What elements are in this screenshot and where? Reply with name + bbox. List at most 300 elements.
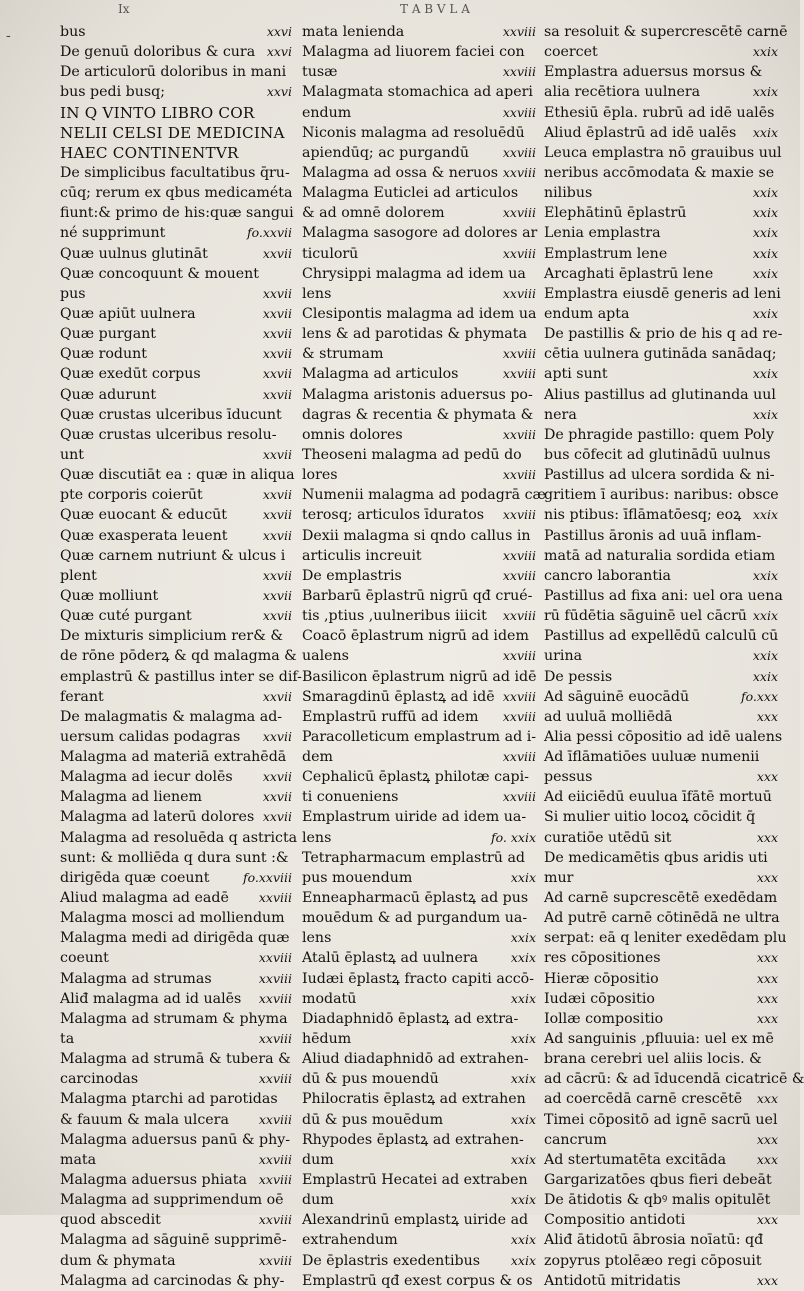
index-entry-line [544, 948, 778, 968]
index-entry-line [60, 445, 292, 465]
entry-text: Aliud malagma ad eadē [60, 890, 229, 907]
index-entry-line [302, 1049, 536, 1069]
index-entry-line [302, 1009, 536, 1029]
index-entry-line [302, 828, 536, 848]
index-entry-line [302, 203, 536, 223]
index-entry-line [302, 1150, 536, 1170]
folio-reference: xxvii [262, 507, 292, 523]
index-entry-line [302, 1110, 536, 1130]
entry-text: mouēdum & ad purgandum ua- [302, 910, 528, 927]
index-entry-line [302, 344, 536, 364]
index-entry-line [302, 123, 536, 143]
entry-text: Arcaghati ēplastrū lene [544, 265, 714, 282]
entry-text: Malagma ad carcinodas & phy- [60, 1272, 285, 1289]
entry-text: dum & phymata [60, 1252, 176, 1269]
folio-reference: xxvii [262, 285, 292, 301]
entry-text: Malagma ad sāguinē supprimē- [60, 1232, 287, 1249]
entry-text: Malagma ad articulos [302, 366, 459, 383]
entry-text: HAEC CONTINENTVR [60, 143, 239, 162]
entry-text: ta [60, 1031, 75, 1048]
entry-text: apiendūq; ac purgandū [302, 144, 470, 161]
entry-text: Smaragdinū ēplastꝝ ad idē [302, 688, 495, 705]
entry-text: omnis dolores [302, 426, 403, 443]
index-entry-line [302, 667, 536, 687]
entry-text: Malagma ad strumā & tubera & [60, 1051, 291, 1068]
entry-text: Iudæi ēplastꝝ fracto capiti accō- [302, 970, 535, 987]
entry-text: Antidotū mitridatis [544, 1272, 681, 1289]
entry-text: Ad īflāmatiōes uuluæ numenii [544, 749, 760, 766]
folio-reference: xxix [752, 245, 778, 261]
entry-text: res cōpositiones [544, 950, 661, 967]
index-entry-line [60, 606, 292, 626]
entry-text: matā ad naturalia sordida etiam [544, 547, 776, 564]
index-entry-line [544, 1230, 778, 1250]
entry-text: Ad putrē carnē cōtinēdā ne ultra [544, 910, 780, 927]
index-entry-line [544, 1110, 778, 1130]
folio-reference: xxx [756, 1212, 778, 1228]
entry-text: Malagma aristonis aduersus po- [302, 386, 533, 403]
entry-text: De ātidotis & qbꝰ malis opitulēt [544, 1192, 771, 1209]
entry-text: Quæ apiūt uulnera [60, 305, 196, 322]
entry-text: Aliud ēplastrū ad idē ualēs [544, 124, 737, 141]
folio-reference: xxviii [502, 245, 536, 261]
entry-text: Si mulier uitio locoꝝ cōcidit q̄ [544, 809, 756, 826]
index-entry-line [544, 828, 778, 848]
entry-text: ti conueniens [302, 789, 399, 806]
entry-text: Quæ adurunt [60, 386, 157, 403]
folio-reference: xxix [752, 608, 778, 624]
entry-text: dū & pus mouēdum [302, 1111, 444, 1128]
entry-text: pte corporis coierūt [60, 487, 203, 504]
index-entry-line [60, 948, 292, 968]
entry-text: De mixturis simplicium rer& & [60, 628, 283, 645]
folio-reference: xxviii [502, 648, 536, 664]
folio-reference: xxviii [502, 567, 536, 583]
entry-text: Numenii malagma ad podagrā cæ [302, 487, 546, 504]
entry-text: ferant [60, 688, 104, 705]
folio-reference: xxvii [262, 366, 292, 382]
entry-text: Gargarizatōes qbus fieri debeāt [544, 1172, 772, 1189]
entry-text: Quæ exasperata leuent [60, 527, 228, 544]
entry-text: Malagma ad materiā extrahēdā [60, 749, 287, 766]
index-entry-line [302, 908, 536, 928]
folio-reference: xxvii [262, 809, 292, 825]
index-entry-line [302, 687, 536, 707]
entry-text: Cephalicū ēplastꝝ philotæ capi- [302, 769, 529, 786]
entry-text: sunt: & molliēda q dura sunt :& [60, 849, 289, 866]
folio-reference: xxviii [258, 1071, 292, 1087]
index-entry-line [544, 807, 778, 827]
index-entry-line [544, 425, 778, 445]
index-entry-line [60, 1069, 292, 1089]
index-entry-line [544, 143, 782, 163]
entry-text: Malagma sasogore ad dolores ar [302, 225, 538, 242]
index-entry-line [544, 82, 778, 102]
index-entry-line [302, 646, 536, 666]
entry-text: Malagma ad laterū dolores [60, 809, 255, 826]
index-entry-line [544, 626, 778, 646]
index-entry-line [302, 62, 536, 82]
entry-text: cancro laborantia [544, 567, 672, 584]
index-entry-line [60, 1110, 292, 1130]
entry-text: zopyrus ptolēæo regi cōposuit [544, 1252, 762, 1269]
folio-reference: xxvii [262, 608, 292, 624]
folio-reference: xxx [756, 1151, 778, 1167]
index-entry-line [60, 425, 292, 445]
index-entry-line [60, 1029, 292, 1049]
folio-reference: xxvi [266, 24, 292, 39]
index-entry-line [302, 807, 536, 827]
index-entry-line [60, 505, 292, 525]
entry-text: lens [302, 829, 332, 846]
folio-reference: xxix [752, 366, 778, 382]
index-entry-line [302, 163, 536, 183]
section-heading-line [60, 143, 292, 163]
index-entry-line [60, 324, 292, 344]
index-entry-line [302, 364, 536, 384]
index-entry-line [60, 526, 292, 546]
entry-text: Clesipontis malagma ad idem ua [302, 305, 537, 322]
index-entry-line [60, 1089, 292, 1109]
entry-text: emplastrū & pastillus inter se dif- [60, 668, 302, 685]
index-entry-line [544, 223, 778, 243]
folio-reference: xxx [756, 829, 778, 845]
index-entry-line [60, 284, 292, 304]
entry-text: Malagmata stomachica ad aperi [302, 84, 533, 101]
entry-text: NELII CELSI DE MEDICINA [60, 123, 285, 142]
entry-text: Malagma ad ossa & neruos [302, 164, 499, 181]
entry-text: hēdum [302, 1031, 352, 1048]
index-entry-line [544, 203, 778, 223]
entry-text: Ad sāguinē euocādū [544, 688, 690, 705]
folio-reference: xxvi [266, 84, 292, 100]
folio-reference: xxvi [266, 44, 292, 60]
index-entry-line [302, 1069, 536, 1089]
entry-text: lens [302, 285, 332, 302]
index-entry-line [544, 62, 778, 82]
folio-reference: xxviii [502, 789, 536, 805]
index-entry-line [302, 103, 536, 123]
entry-text: Quæ crustas ulceribus īducunt [60, 406, 282, 423]
entry-text: extrahendum [302, 1232, 398, 1249]
index-entry-line [544, 707, 778, 727]
entry-text: Quæ crustas ulceribus resolu- [60, 426, 277, 443]
index-entry-line [60, 1230, 292, 1250]
index-entry-line [302, 747, 536, 767]
entry-text: tis ,ptius ,uulneribus iiicit [302, 608, 487, 625]
folio-reference: xxviii [502, 608, 536, 624]
index-entry-line [302, 526, 536, 546]
index-entry-line [544, 465, 778, 485]
index-entry-line [60, 385, 292, 405]
index-entry-line [302, 304, 536, 324]
folio-reference: xxix [510, 1232, 536, 1248]
folio-reference: fo.xxx [740, 688, 778, 704]
index-entry-line [302, 505, 536, 525]
index-entry-line [60, 465, 295, 485]
entry-text: Quæ exedūt corpus [60, 366, 201, 383]
entry-text: De genuū doloribus & cura [60, 44, 256, 61]
entry-text: Malagma Euticlei ad articulos [302, 185, 519, 202]
folio-reference: xxix [752, 44, 778, 60]
index-entry-line [544, 405, 778, 425]
entry-text: gritiem ī auribus: naribus: obsce [544, 487, 779, 504]
index-entry-line [302, 183, 536, 203]
index-entry-line [302, 928, 536, 948]
index-entry-line [302, 1089, 536, 1109]
entry-text: Malagma ad iecur dolēs [60, 769, 233, 786]
entry-text: lens [302, 930, 332, 947]
index-entry-line [60, 163, 292, 183]
entry-text: né supprimunt [60, 225, 166, 242]
entry-text: Timei cōpositō ad ignē sacrū uel [544, 1111, 778, 1128]
index-column-3 [544, 22, 804, 1289]
section-heading-line [60, 123, 292, 143]
section-heading-line [60, 103, 292, 123]
entry-text: tusæ [302, 64, 338, 81]
index-entry-line [60, 1271, 292, 1291]
folio-reference: xxix [752, 406, 778, 422]
folio-reference: xxviii [502, 547, 536, 563]
entry-text: De pessis [544, 668, 613, 685]
entry-text: dum [302, 1151, 334, 1168]
index-entry-line [60, 364, 292, 384]
entry-text: Malagma ptarchi ad parotidas [60, 1091, 278, 1108]
index-entry-line [60, 828, 298, 848]
folio-reference: xxviii [502, 24, 536, 39]
entry-text: Ad sanguinis ,pfluuia: uel ex mē [544, 1031, 774, 1048]
entry-text: nis ptibus: īflāmatōesq; eoꝝ [544, 507, 742, 524]
folio-reference: xxix [510, 1071, 536, 1087]
entry-text: Lenia emplastra [544, 225, 661, 242]
index-entry-line [544, 284, 781, 304]
index-entry-line [60, 244, 292, 264]
folio-reference: xxviii [502, 285, 536, 301]
entry-text: Aliđ malagma ad id ualēs [60, 990, 242, 1007]
index-entry-line [544, 888, 778, 908]
folio-reference: xxviii [258, 1212, 292, 1228]
page-header [0, 0, 800, 20]
entry-text: De articulorū doloribus in mani [60, 64, 287, 81]
entry-text: Emplastrū qđ exest corpus & os [302, 1272, 533, 1289]
folio-reference: xxvii [262, 245, 292, 261]
index-entry-line [544, 485, 778, 505]
index-entry-line [302, 1210, 536, 1230]
index-entry-line [544, 103, 778, 123]
index-entry-line [60, 82, 292, 102]
index-entry-line [60, 586, 292, 606]
index-entry-line [544, 908, 778, 928]
index-entry-line [302, 707, 536, 727]
index-entry-line [544, 123, 778, 143]
entry-text: ad cācrū: & ad īducendā cicatricē & [544, 1071, 804, 1088]
index-entry-line [544, 163, 778, 183]
index-entry-line [544, 1089, 778, 1109]
index-entry-line [544, 42, 778, 62]
folio-reference: xxviii [502, 749, 536, 765]
index-entry-line [544, 868, 778, 888]
folio-reference: xxix [752, 668, 778, 684]
index-entry-line [544, 969, 778, 989]
index-entry-line [302, 566, 536, 586]
folio-reference: xxviii [258, 1252, 292, 1268]
entry-text: Iollæ compositio [544, 1010, 664, 1027]
index-entry-line [60, 1190, 292, 1210]
folio-reference: xxvii [262, 587, 292, 603]
index-entry-line [60, 546, 292, 566]
entry-text: Pastillus ad expellēdū calculū cū [544, 628, 779, 645]
index-entry-line [60, 1170, 292, 1190]
folio-reference: xxx [756, 708, 778, 724]
index-entry-line [60, 646, 297, 666]
index-entry-line [60, 767, 292, 787]
index-entry-line [544, 1271, 778, 1291]
entry-text: terosq; articulos īduratos [302, 507, 485, 524]
index-entry-line [60, 807, 292, 827]
folio-reference: xxviii [502, 426, 536, 442]
folio-reference: xxviii [258, 1031, 292, 1047]
entry-text: dū & pus mouendū [302, 1071, 439, 1088]
folio-reference: xxx [756, 990, 778, 1006]
folio-reference: xxx [756, 1091, 778, 1107]
folio-reference: xxix [752, 507, 778, 523]
index-entry-line [302, 485, 546, 505]
entry-text: carcinodas [60, 1071, 139, 1088]
running-title: T A B V L A [400, 2, 470, 16]
index-entry-line [60, 485, 292, 505]
entry-text: Elephātinū ēplastrū [544, 205, 687, 222]
entry-text: Malagma ad lienem [60, 789, 202, 806]
entry-text: dum [302, 1192, 334, 1209]
folio-reference: xxix [510, 990, 536, 1006]
entry-text: dagras & recentia & phymata & [302, 406, 534, 423]
folio-reference: xxviii [502, 366, 536, 382]
entry-text: serpat: eā q leniter exedēdam plu [544, 930, 787, 947]
entry-text: Malagma aduersus phiata [60, 1172, 247, 1189]
folio-reference: xxvii [262, 527, 292, 543]
entry-text: Aliud diadaphnidō ad extrahen- [302, 1051, 529, 1068]
entry-text: & strumam [302, 346, 384, 363]
index-entry-line [302, 284, 536, 304]
entry-text: mata lenienda [302, 24, 405, 40]
entry-text: ticulorū [302, 245, 359, 262]
entry-text: Emplastra eiusdē generis ad leni [544, 285, 781, 302]
entry-text: De malagmatis & malagma ad- [60, 708, 283, 725]
entry-text: Tetrapharmacum emplastrū ad [302, 849, 525, 866]
entry-text: Emplastrū ruffū ad idem [302, 708, 479, 725]
entry-text: alia recētiora uulnera [544, 84, 701, 101]
folio-reference: xxix [510, 1192, 536, 1208]
folio-reference: xxix [752, 567, 778, 583]
entry-text: mata [60, 1151, 97, 1168]
index-entry-line [302, 223, 536, 243]
entry-text: bus cōfecit ad glutinādū uulnus [544, 446, 771, 463]
folio-reference: xxviii [502, 708, 536, 724]
folio-reference: xxix [510, 930, 536, 946]
index-entry-line [302, 626, 536, 646]
entry-text: Pastillus ad ulcera sordida & ni- [544, 467, 775, 484]
index-entry-line [302, 405, 536, 425]
index-entry-line [302, 989, 536, 1009]
entry-text: Rhypodes ēplastꝝ ad extrahen- [302, 1131, 524, 1148]
folio-reference: xxix [752, 185, 778, 201]
entry-text: Pastillus ad fixa ani: uel ora uena [544, 587, 783, 604]
entry-text: fiunt:& primo de his:quæ sangui [60, 205, 294, 222]
index-entry-line [60, 969, 292, 989]
index-entry-line [60, 928, 292, 948]
entry-text: modatū [302, 990, 357, 1007]
index-entry-line [302, 727, 536, 747]
folio-reference: xxviii [502, 104, 536, 120]
folio-reference: xxviii [502, 688, 536, 704]
index-entry-line [302, 1271, 536, 1291]
entry-text: Quæ carnem nutriunt & ulcus i [60, 547, 286, 564]
folio-reference: xxvii [262, 386, 292, 402]
index-entry-line [544, 364, 778, 384]
entry-text: Hieræ cōpositio [544, 970, 659, 987]
folio-reference: xxix [752, 205, 778, 221]
folio-reference: xxviii [258, 1172, 292, 1188]
index-entry-line [302, 586, 536, 606]
index-entry-line [544, 747, 778, 767]
index-entry-line [60, 848, 292, 868]
entry-text: quod abscedit [60, 1212, 161, 1229]
entry-text: Malagma ad strumam & phyma [60, 1010, 288, 1027]
index-entry-line [544, 324, 783, 344]
folio-reference: xxx [756, 970, 778, 986]
entry-text: mur [544, 869, 574, 886]
index-entry-line [60, 667, 302, 687]
index-entry-line [544, 787, 778, 807]
entry-text: Iudæi cōpositio [544, 990, 655, 1007]
entry-text: Emplastrū Hecatei ad extraben [302, 1172, 528, 1189]
entry-text: Enneapharmacū ēplastꝝ ad pus [302, 890, 529, 907]
index-entry-line [60, 1251, 292, 1271]
entry-text: Quæ concoquunt & mouent [60, 265, 259, 282]
index-entry-line [302, 767, 536, 787]
index-entry-line [60, 1130, 292, 1150]
entry-text: urina [544, 648, 583, 665]
index-entry-line [60, 304, 292, 324]
folio-reference: xxix [510, 1111, 536, 1127]
folio-reference: xxx [756, 869, 778, 885]
index-column-2 [302, 22, 546, 1289]
index-entry-line [544, 687, 778, 707]
entry-text: plent [60, 567, 97, 584]
entry-text: ad coercēdā carnē crescētē [544, 1091, 743, 1108]
entry-text: curatiōe utēdū sit [544, 829, 672, 846]
index-entry-line [302, 143, 536, 163]
entry-text: ad uuluā molliēdā [544, 708, 673, 725]
entry-text: De ēplastris exedentibus [302, 1252, 480, 1269]
index-entry-line [302, 1190, 536, 1210]
entry-text: De medicamētis qbus aridis uti [544, 849, 768, 866]
index-entry-line [60, 62, 292, 82]
index-entry-line [302, 1230, 536, 1250]
index-entry-line [544, 1009, 778, 1029]
index-entry-line [544, 928, 787, 948]
entry-text: Quæ rodunt [60, 346, 147, 363]
margin-mark: - [6, 28, 11, 44]
index-entry-line [60, 989, 292, 1009]
folio-reference: xxvii [262, 789, 292, 805]
index-entry-line [544, 606, 778, 626]
entry-text: Quæ purgant [60, 326, 156, 343]
index-entry-line [302, 22, 536, 42]
folio-reference: xxvii [262, 487, 292, 503]
folio-reference: xxix [510, 1151, 536, 1167]
entry-text: Quæ molliunt [60, 587, 159, 604]
